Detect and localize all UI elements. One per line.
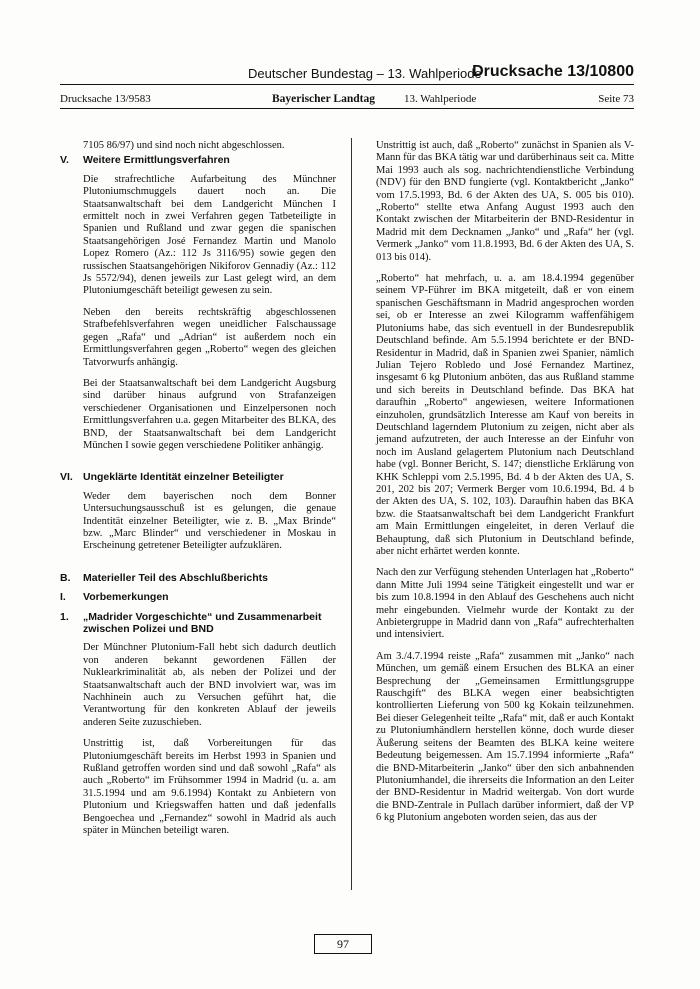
- heading-i-number: I.: [60, 591, 66, 604]
- paragraph: Unstrittig ist auch, daß „Roberto“ zunächst in Spanien als V-Mann für das BKA tätig war und darüberhinaus seit ca. Mitte Mai 1993 auch als sog. nachrichtendienstliche Verbindung (NDV) für den BND fungierte (vgl. Kontaktbericht „Janko“ vom 17.5.1993, Bd. 6 der Akten des UA, S. 005 bis 010). „Roberto“ stellte etwa Anfang August 1993 auch den Kontakt zwischen der Mitarbeiterin der BND-Residentur in Madrid mit dem Decknamen „Janko“ und „Rafa“ her (vgl. Vermerk „Janko“ vom 11.8.1993, Bd. 6 der Akten des UA, S. 013 bis 014).: [376, 140, 634, 263]
- landtag-page: Seite 73: [598, 93, 634, 105]
- heading-vi-text: Ungeklärte Identität einzelner Beteiligter: [83, 471, 284, 484]
- paragraph: Der Münchner Plutonium-Fall hebt sich dadurch deutlich von anderen bekannt gewordenen Fällen der Nuklearkriminalität ab, als neben der Polizei und der Staatsanwaltschaft auch der BND involviert war, was im Nachhinein auch zu Versuchen geführt hat, die Verantwortung für den konkreten Ablauf der jeweils anderen Seite zuzuschieben.: [83, 642, 336, 728]
- heading-1: [60, 611, 336, 636]
- paragraph: Unstrittig ist, daß Vorbereitungen für das Plutoniumgeschäft bereits im Herbst 1993 in Spanien und Rußland getroffen worden sind und daß sowohl „Rafa“ als auch „Roberto“ im Frühsommer 1994 in Madrid (u. a. am 31.5.1994 und am 9.6.1994) Kontakt zu Anbietern von Plutonium und Kriegswaffen hatten und daß jedenfalls Bengoechea und „Fernandez“ sowohl in Madrid als auch später in München beteiligt waren.: [83, 738, 336, 837]
- heading-vi-number: VI.: [60, 471, 73, 484]
- paragraph: Neben den bereits rechtskräftig abgeschlossenen Strafbefehlsverfahren wegen uneidlicher Falschaussage gegen „Rafa“ und „Adrian“ ist außerdem noch ein Ermittlungsverfahren gegen „Roberto“ wegen des gleichen Tatvorwurfs anhängig.: [83, 306, 336, 368]
- column-divider: [351, 138, 352, 890]
- paragraph: „Roberto“ hat mehrfach, u. a. am 18.4.1994 gegenüber seinem VP-Führer im BKA mitgeteilt, daß er von einem spanischen Geschäftsmann in Madrid angesprochen worden sei, ob er Interesse an zwei Kilogramm waffenfähigem Plutoniums habe, das sich eventuell in der Bundesrepublik Deutschland befinde. Am 5.5.1994 berichtete er der BND-Residentur in Madrid, daß in Spanien zwei Spanier, nämlich Julian Tejero Robledo und José Fernandez Martinez, insgesamt 6 kg Plutonium anböten, das aus Rußland stamme und sich bereits in Deutschland befinde. Das BKA hat daraufhin „Roberto“ angewiesen, weitere Informationen einzuholen, grundsätzlich Interesse am Kauf von bereits in Deutschland lagerndem Plutonium zu zeigen, nicht aber als jemand aufzutreten, der auch Interesse an der Einfuhr von noch im Ausland gelagertem Plutonium nach Deutschland habe (vgl. Bonner Bericht, S. 147; dienstliche Erklärung von KHK Schleppi vom 2.5.1995, Bd. 4 b der Akten des UA, S. 201, 202 bis 207; Vermerk Berger vom 10.6.1994, Bd. 4 b der Akten des UA, S. 102, 103). Daraufhin haben das BKA bzw. die Staatsanwaltschaft bei dem Landgericht Frankfurt am Main Ermittlungen eingeleitet, in deren Verlauf die Behauptung, daß sich Plutonium in Deutschland befinde, aber nicht erhärtet werden konnte.: [376, 273, 634, 557]
- landtag-header: [60, 92, 634, 109]
- paragraph: Die strafrechtliche Aufarbeitung des Münchner Plutoniumschmuggels dauert noch an. Die Staatsanwaltschaft bei dem Landgericht München I ermittelt noch in zwei Verfahren gegen Tatbeteiligte in Spanien und Rußland und zwar gegen die spanischen Staatsangehörigen José Fernandez Martin und Manolo Lopez Romero (Az.: 112 Js 3116/95) sowie gegen den russischen Staatsangehörigen Nikiforov Gennadiy (Az.: 112 Js 5572/94), denen jeweils zur Last gelegt wird, an dem Plutoniumgeschäft beteiligt gewesen zu sein.: [83, 173, 336, 297]
- landtag-wahlperiode: 13. Wahlperiode: [404, 93, 477, 105]
- page-number: 97: [314, 934, 372, 954]
- landtag-drucksache: Drucksache 13/9583: [60, 93, 151, 105]
- heading-v-number: V.: [60, 154, 69, 167]
- heading-i: [60, 591, 336, 603]
- heading-v: [60, 154, 336, 166]
- heading-b-number: B.: [60, 571, 71, 584]
- heading-1-number: 1.: [60, 610, 69, 623]
- paragraph: Weder dem bayerischen noch dem Bonner Untersuchungsausschuß ist es gelungen, die genaue Indentität einzelner Beteiligter, wie z. B. „Max Brinde“ bzw. „Marc Blinder“ und verschiedener in Moskau in Erscheinung getretener Beteiligter aufzuklären.: [83, 490, 336, 552]
- heading-i-text: Vorbemerkungen: [83, 591, 169, 604]
- drucksache-number: Drucksache 13/10800: [472, 63, 634, 80]
- heading-b-text: Materieller Teil des Abschlußberichts: [83, 571, 268, 584]
- right-column: [376, 140, 634, 834]
- heading-1-text: „Madrider Vorgeschichte“ und Zusammenarbeit zwischen Polizei und BND: [83, 610, 322, 635]
- heading-vi: [60, 471, 336, 483]
- heading-v-text: Weitere Ermittlungsverfahren: [83, 154, 230, 167]
- bundestag-header: [60, 64, 634, 85]
- left-column: [60, 140, 336, 847]
- heading-b: [60, 572, 336, 584]
- landtag-title: Bayerischer Landtag: [272, 93, 375, 105]
- paragraph: Nach den zur Verfügung stehenden Unterlagen hat „Roberto“ dann Mitte Juli 1994 seine Tätigkeit eingestellt und war er bis zum 10.8.1994 in den Ablauf des Geschehens auch nicht mehr eingebunden. Vielmehr wurde der Kontakt zu der Anbietergruppe in Madrid dann von „Rafa“ aufrechterhalten und intensiviert.: [376, 567, 634, 641]
- paragraph: Bei der Staatsanwaltschaft bei dem Landgericht Augsburg sind darüber hinaus aufgrund von Strafanzeigen verschiedener Organisationen und Einzelpersonen noch Ermittlungsverfahren u.a. gegen Mitarbeiter des BLKA, des BND, der Staatsanwaltschaft bei dem Landgericht München I sowie gegen verschiedene Politiker anhängig.: [83, 377, 336, 451]
- bundestag-title: Deutscher Bundestag – 13. Wahlperiode: [248, 66, 482, 81]
- paragraph: Am 3./4.7.1994 reiste „Rafa“ zusammen mit „Janko“ nach München, um gemäß einem Ersuchen des BLKA an einer Besprechung der „Gemeinsamen Ermittlungsgruppe Rauschgift“ des BLKA wegen einer beabsichtigten kontrollierten Lieferung von 500 kg Kokain teilzunehmen. Bei dieser Gelegenheit teilte „Rafa“ mit, daß er auch Kontakt zu Plutoniumhändlern herstellen könne, doch wurde dieser Äußerung seitens der Beamten des BLKA keine weitere Bedeutung beigemessen. Am 15.7.1994 informierte „Rafa“ die BND-Mitarbeiterin „Janko“ über den sich anbahnenden Plutoniumhandel, die ihrerseits die Information an den Leiter der BND-Residentur in Madrid weitergab. Von dort wurde die BND-Zentrale in Pullach darüber informiert, daß der VP 6 kg Plutonium angeboten worden seien, das aus der: [376, 650, 634, 824]
- paragraph-continuation: 7105 86/97) und sind noch nicht abgeschlossen.: [83, 140, 285, 151]
